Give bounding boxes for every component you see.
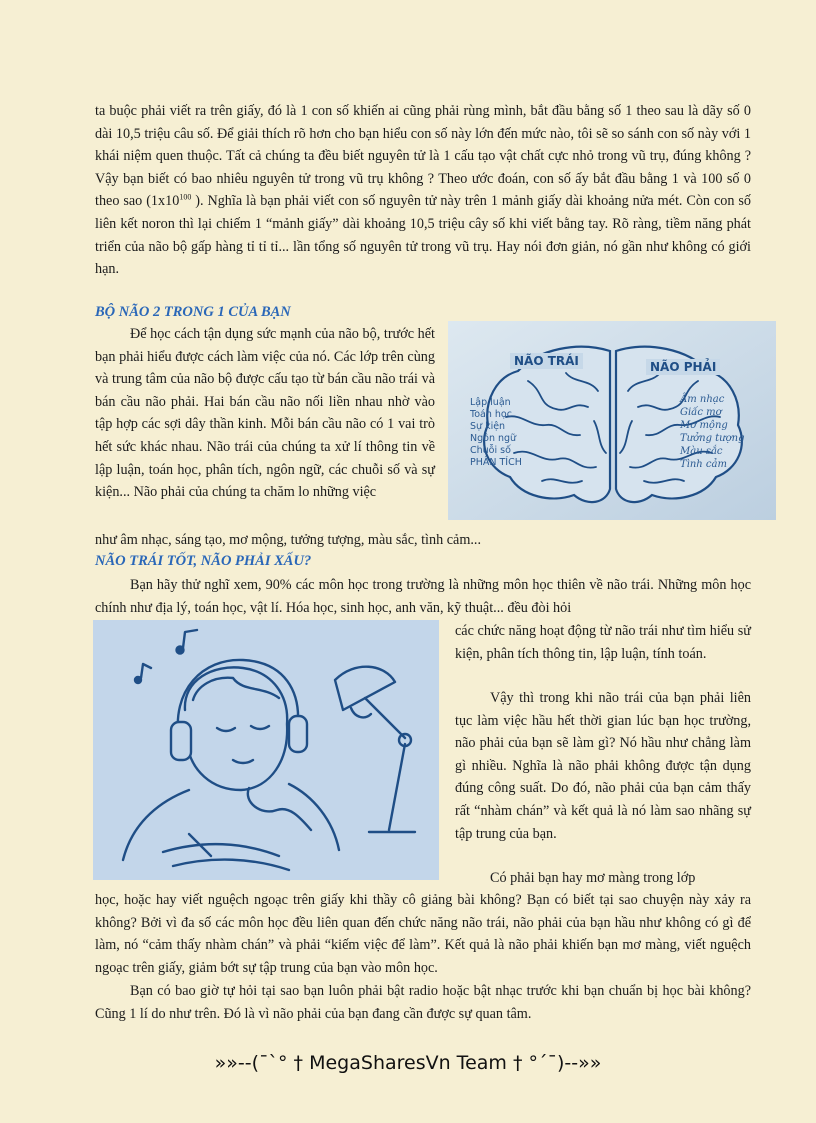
- exponent: 100: [179, 192, 192, 202]
- section1-paragraph: Để học cách tận dụng sức mạnh của não bộ, trước hết bạn phải hiểu được cách làm việc của nó. Các lớp trên cùng và trung tâm của não bộ được cấu tạo từ bán cầu não trái và bán cầu não phải. Hai bán cầu não nối liền nhau nhờ vào tập hợp các sợi dây thần kinh. Mỗi bán cầu não có 1 vai trò hết sức khác nhau. Não trái của chúng ta xử lí thông tin về lập luận, toán học, phân tích, ngôn ngữ, các chuỗi số và sự kiện... Não phải của chúng ta chăm lo những việc: [95, 326, 435, 501]
- brain-illustration: [448, 321, 776, 520]
- student-illustration: [93, 620, 439, 880]
- page-footer: »»--(¯`° † MegaSharesVn Team † °´¯)--»»: [214, 1052, 602, 1074]
- section-heading-brain-2-in-1: BỘ NÃO 2 TRONG 1 CỦA BẠN: [95, 304, 291, 320]
- section2-paragraph-1: Bạn hãy thử nghĩ xem, 90% các môn học trong trường là những môn học thiên về não trái. Những môn học chính như địa lý, toán học, vật lí. Hóa học, sinh học, anh văn, kỹ thuật... đều đòi hỏi: [95, 577, 751, 616]
- section2-paragraph-4: Bạn có bao giờ tự hỏi tại sao bạn luôn phải bật radio hoặc bật nhạc trước khi bạn chuẩn bị học bài không? Cũng 1 lí do như trên. Đó là vì não phải của bạn đang cần được sự quan tâm.: [95, 983, 751, 1022]
- section2-paragraph-3: học, hoặc hay viết nguệch ngoạc trên giấy khi thầy cô giảng bài không? Bạn có biết tại sao chuyện này xảy ra không? Bởi vì đa số các môn học đều liên quan đến chức năng não trái, não phải của bạn hầu như không có gì để làm, nó “cảm thấy nhàm chán” và phải “kiếm việc để làm”. Kết quả là não phải khiến bạn mơ màng, viết nguệch ngoạc trên giấy, giảm bớt sự tập trung của bạn vào môn học.: [95, 892, 751, 976]
- section2-paragraph-3-start: Có phải bạn hay mơ màng trong lớp: [490, 870, 696, 886]
- intro-paragraph: ta buộc phải viết ra trên giấy, đó là 1 con số khiến ai cũng phải rùng mình, bắt đầu bằng số 1 theo sau là dãy số 0 dài 10,5 triệu câu số. Để giải thích rõ hơn cho bạn hiểu con số này lớn đến mức nào, tôi sẽ so sánh con số này với 1 khái niệm quen thuộc. Tất cả chúng ta đều biết nguyên tử là 1 cấu tạo vật chất cực nhỏ trong vũ trụ, đúng không ? Vậy bạn biết có bao nhiêu nguyên tử trong vũ trụ không ? Theo ước đoán, con số ấy bắt đầu bằng 1 và 100 số 0 theo sao ($1x10^{100}$ ). Nghĩa là bạn phải viết con số nguyên tử này trên 1 mảnh giấy dài khoảng nửa mét. Còn con số liên kết noron thì lại chiếm 1 “mảnh giấy” dài khoảng 10,5 triệu cây số khi viết bằng tay. Rõ ràng, tiềm năng phát triển của não bộ gấp hàng tỉ tỉ tỉ... lần tổng số nguyên tử trong vũ trụ. Hay nói đơn giản, nó gần như không có giới hạn.: [95, 103, 751, 278]
- right-brain-list: Âm nhạc Giấc mơ Mơ mộng Tưởng tượng Màu sắc Tình cảm: [680, 394, 745, 470]
- student-with-lamp-icon: [93, 620, 439, 880]
- right-brain-title: NÃO PHẢI: [646, 359, 720, 375]
- left-brain-list: Lập luận Toán học Sự kiện Ngôn ngữ Chuỗi số PHÂN TÍCH: [470, 397, 522, 468]
- left-brain-title: NÃO TRÁI: [510, 353, 583, 369]
- section1-continuation: như âm nhạc, sáng tạo, mơ mộng, tưởng tượng, màu sắc, tình cảm...: [95, 532, 482, 548]
- section2-paragraph-2: Vậy thì trong khi não trái của bạn phải liên tục làm việc hầu hết thời gian lúc bạn học trường, não phải của bạn sẽ làm gì? Nó hầu như chẳng làm gì nhiều. Nghĩa là não phải không được tận dụng đúng công suất. Do đó, não phải của bạn cảm thấy rất “nhàm chán” và kết quả là nó làm sao nhãng sự tập trung của bạn.: [455, 690, 751, 842]
- section2-paragraph-1-continued: các chức năng hoạt động từ não trái như tìm hiểu sử kiện, phân tích thông tin, lập luận, tính toán.: [455, 623, 751, 662]
- section-heading-left-right: NÃO TRÁI TỐT, NÃO PHẢI XẤU?: [95, 553, 312, 569]
